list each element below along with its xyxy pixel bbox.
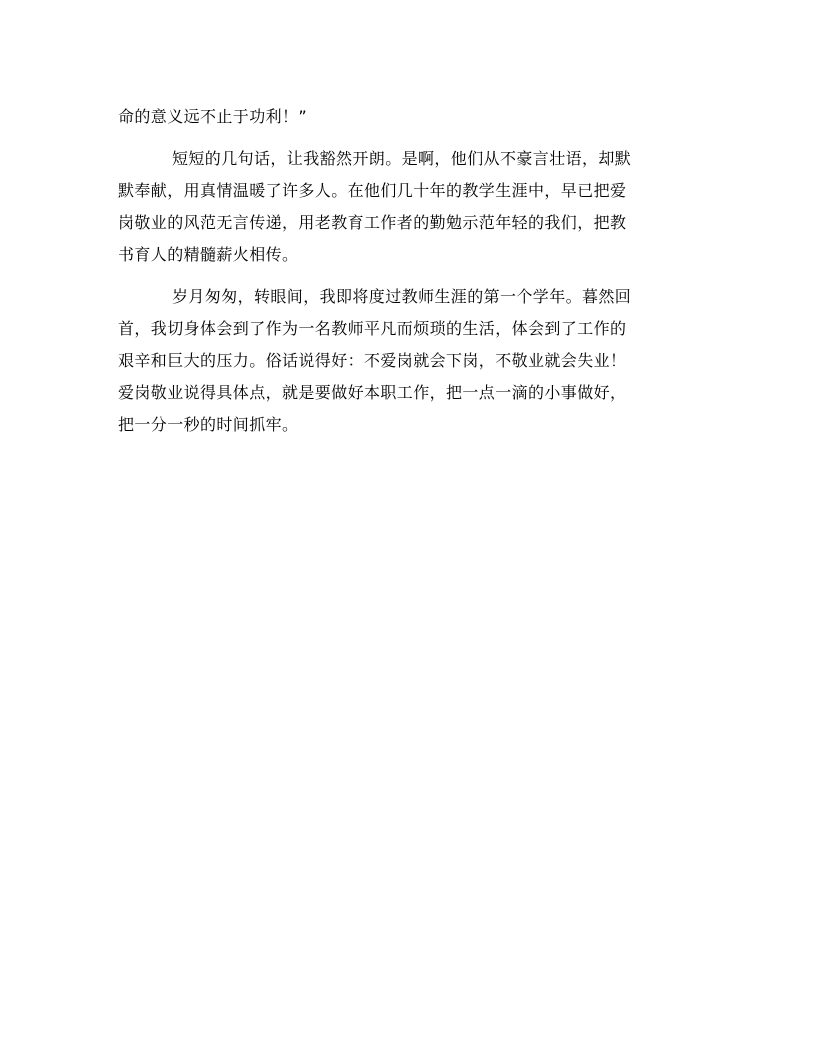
document-body: [118, 101, 702, 441]
text-line: 岗敬业的风范无言传递，用老教育工作者的勤勉示范年轻的我们，把教: [118, 213, 627, 232]
text-line: 书育人的精髓薪火相传。: [118, 245, 299, 264]
text-line: 岁月匆匆，转眼间，我即将度过教师生涯的第一个学年。暮然回: [172, 287, 632, 306]
paragraph-spacer: [118, 133, 702, 143]
paragraph-spacer: [118, 271, 702, 281]
text-line: 艰辛和巨大的压力。俗话说得好：不爱岗就会下岗，不敬业就会失业！: [118, 351, 627, 370]
text-line: 首，我切身体会到了作为一名教师平凡而烦琐的生活，体会到了工作的: [118, 319, 627, 338]
text-line: 爱岗敬业说得具体点，就是要做好本职工作，把一点一滴的小事做好，: [118, 383, 627, 402]
text-line: 把一分一秒的时间抓牢。: [118, 415, 299, 434]
text-line: 短短的几句话，让我豁然开朗。是啊，他们从不豪言壮语，却默: [172, 149, 632, 168]
paragraph: [118, 281, 702, 441]
text-line: 默奉献，用真情温暖了许多人。在他们几十年的教学生涯中，早已把爱: [118, 181, 627, 200]
paragraph-continuation: [118, 101, 702, 133]
paragraph: [118, 143, 702, 271]
text-line: 命的意义远不止于功利！”: [118, 107, 308, 126]
